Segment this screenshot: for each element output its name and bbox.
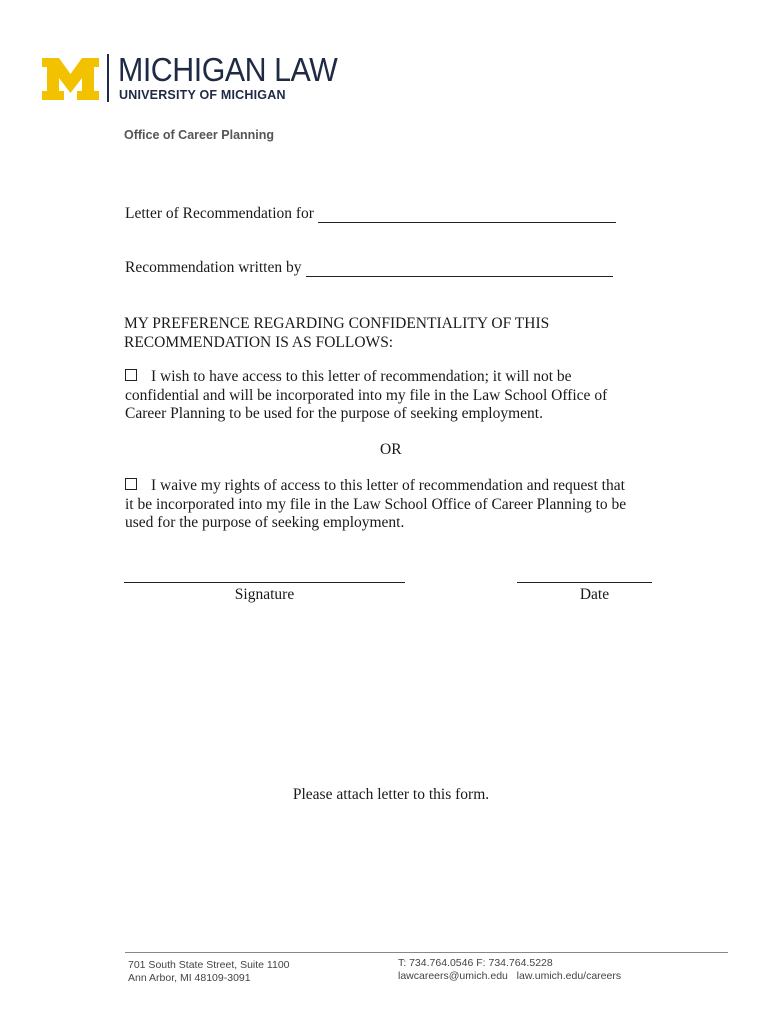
footer-contact xyxy=(398,957,621,983)
option-waive xyxy=(125,477,665,533)
signature-label: Signature xyxy=(234,586,295,603)
option-waive-line: I waive my rights of access to this letter of recommendation and request that xyxy=(151,477,625,494)
written-by-field[interactable] xyxy=(306,262,613,277)
option-waive-line: used for the purpose of seeking employment. xyxy=(125,514,405,531)
logo-title: MICHIGAN LAW xyxy=(118,51,338,88)
option-waive-line: it be incorporated into my file in the Law School Office of Career Planning to be xyxy=(125,495,627,513)
office-name: Office of Career Planning xyxy=(124,128,275,142)
option-access-line: I wish to have access to this letter of recommendation; it will not be xyxy=(151,368,572,385)
written-by-row xyxy=(125,259,613,277)
address-line: 701 South State Street, Suite 1100 xyxy=(128,959,290,971)
preference-heading-line: MY PREFERENCE REGARDING CONFIDENTIALITY OF THIS xyxy=(124,315,550,332)
footer-divider xyxy=(125,952,728,953)
preference-heading-line: RECOMMENDATION IS AS FOLLOWS: xyxy=(124,334,394,351)
block-m-shape xyxy=(42,58,99,100)
signature-field[interactable] xyxy=(124,582,405,583)
logo-divider xyxy=(107,54,109,102)
recommendation-for-field[interactable] xyxy=(318,208,616,223)
email-link[interactable]: lawcareers@umich.edu xyxy=(398,970,508,982)
recommendation-for-row xyxy=(125,205,616,223)
preference-heading xyxy=(124,314,549,352)
block-m-logo-icon xyxy=(42,58,99,100)
logo-subtitle: UNIVERSITY OF MICHIGAN xyxy=(119,88,286,102)
attach-note: Please attach letter to this form. xyxy=(292,786,490,803)
website-link[interactable]: law.umich.edu/careers xyxy=(516,970,622,982)
address-line: Ann Arbor, MI 48109-3091 xyxy=(128,972,251,984)
date-label: Date xyxy=(579,586,610,603)
or-label: OR xyxy=(380,441,402,458)
date-field[interactable] xyxy=(517,582,652,583)
recommendation-for-label: Letter of Recommendation for xyxy=(125,205,314,222)
access-checkbox[interactable] xyxy=(125,369,137,381)
phone-fax: T: 734.764.0546 F: 734.764.5228 xyxy=(398,957,553,969)
written-by-label: Recommendation written by xyxy=(125,259,302,276)
footer-address xyxy=(128,959,290,985)
option-access-line: Career Planning to be used for the purpose of seeking employment. xyxy=(125,405,543,422)
option-access xyxy=(125,368,665,424)
waive-checkbox[interactable] xyxy=(125,478,137,490)
option-access-line: confidential and will be incorporated into my file in the Law School Office of xyxy=(125,386,608,404)
